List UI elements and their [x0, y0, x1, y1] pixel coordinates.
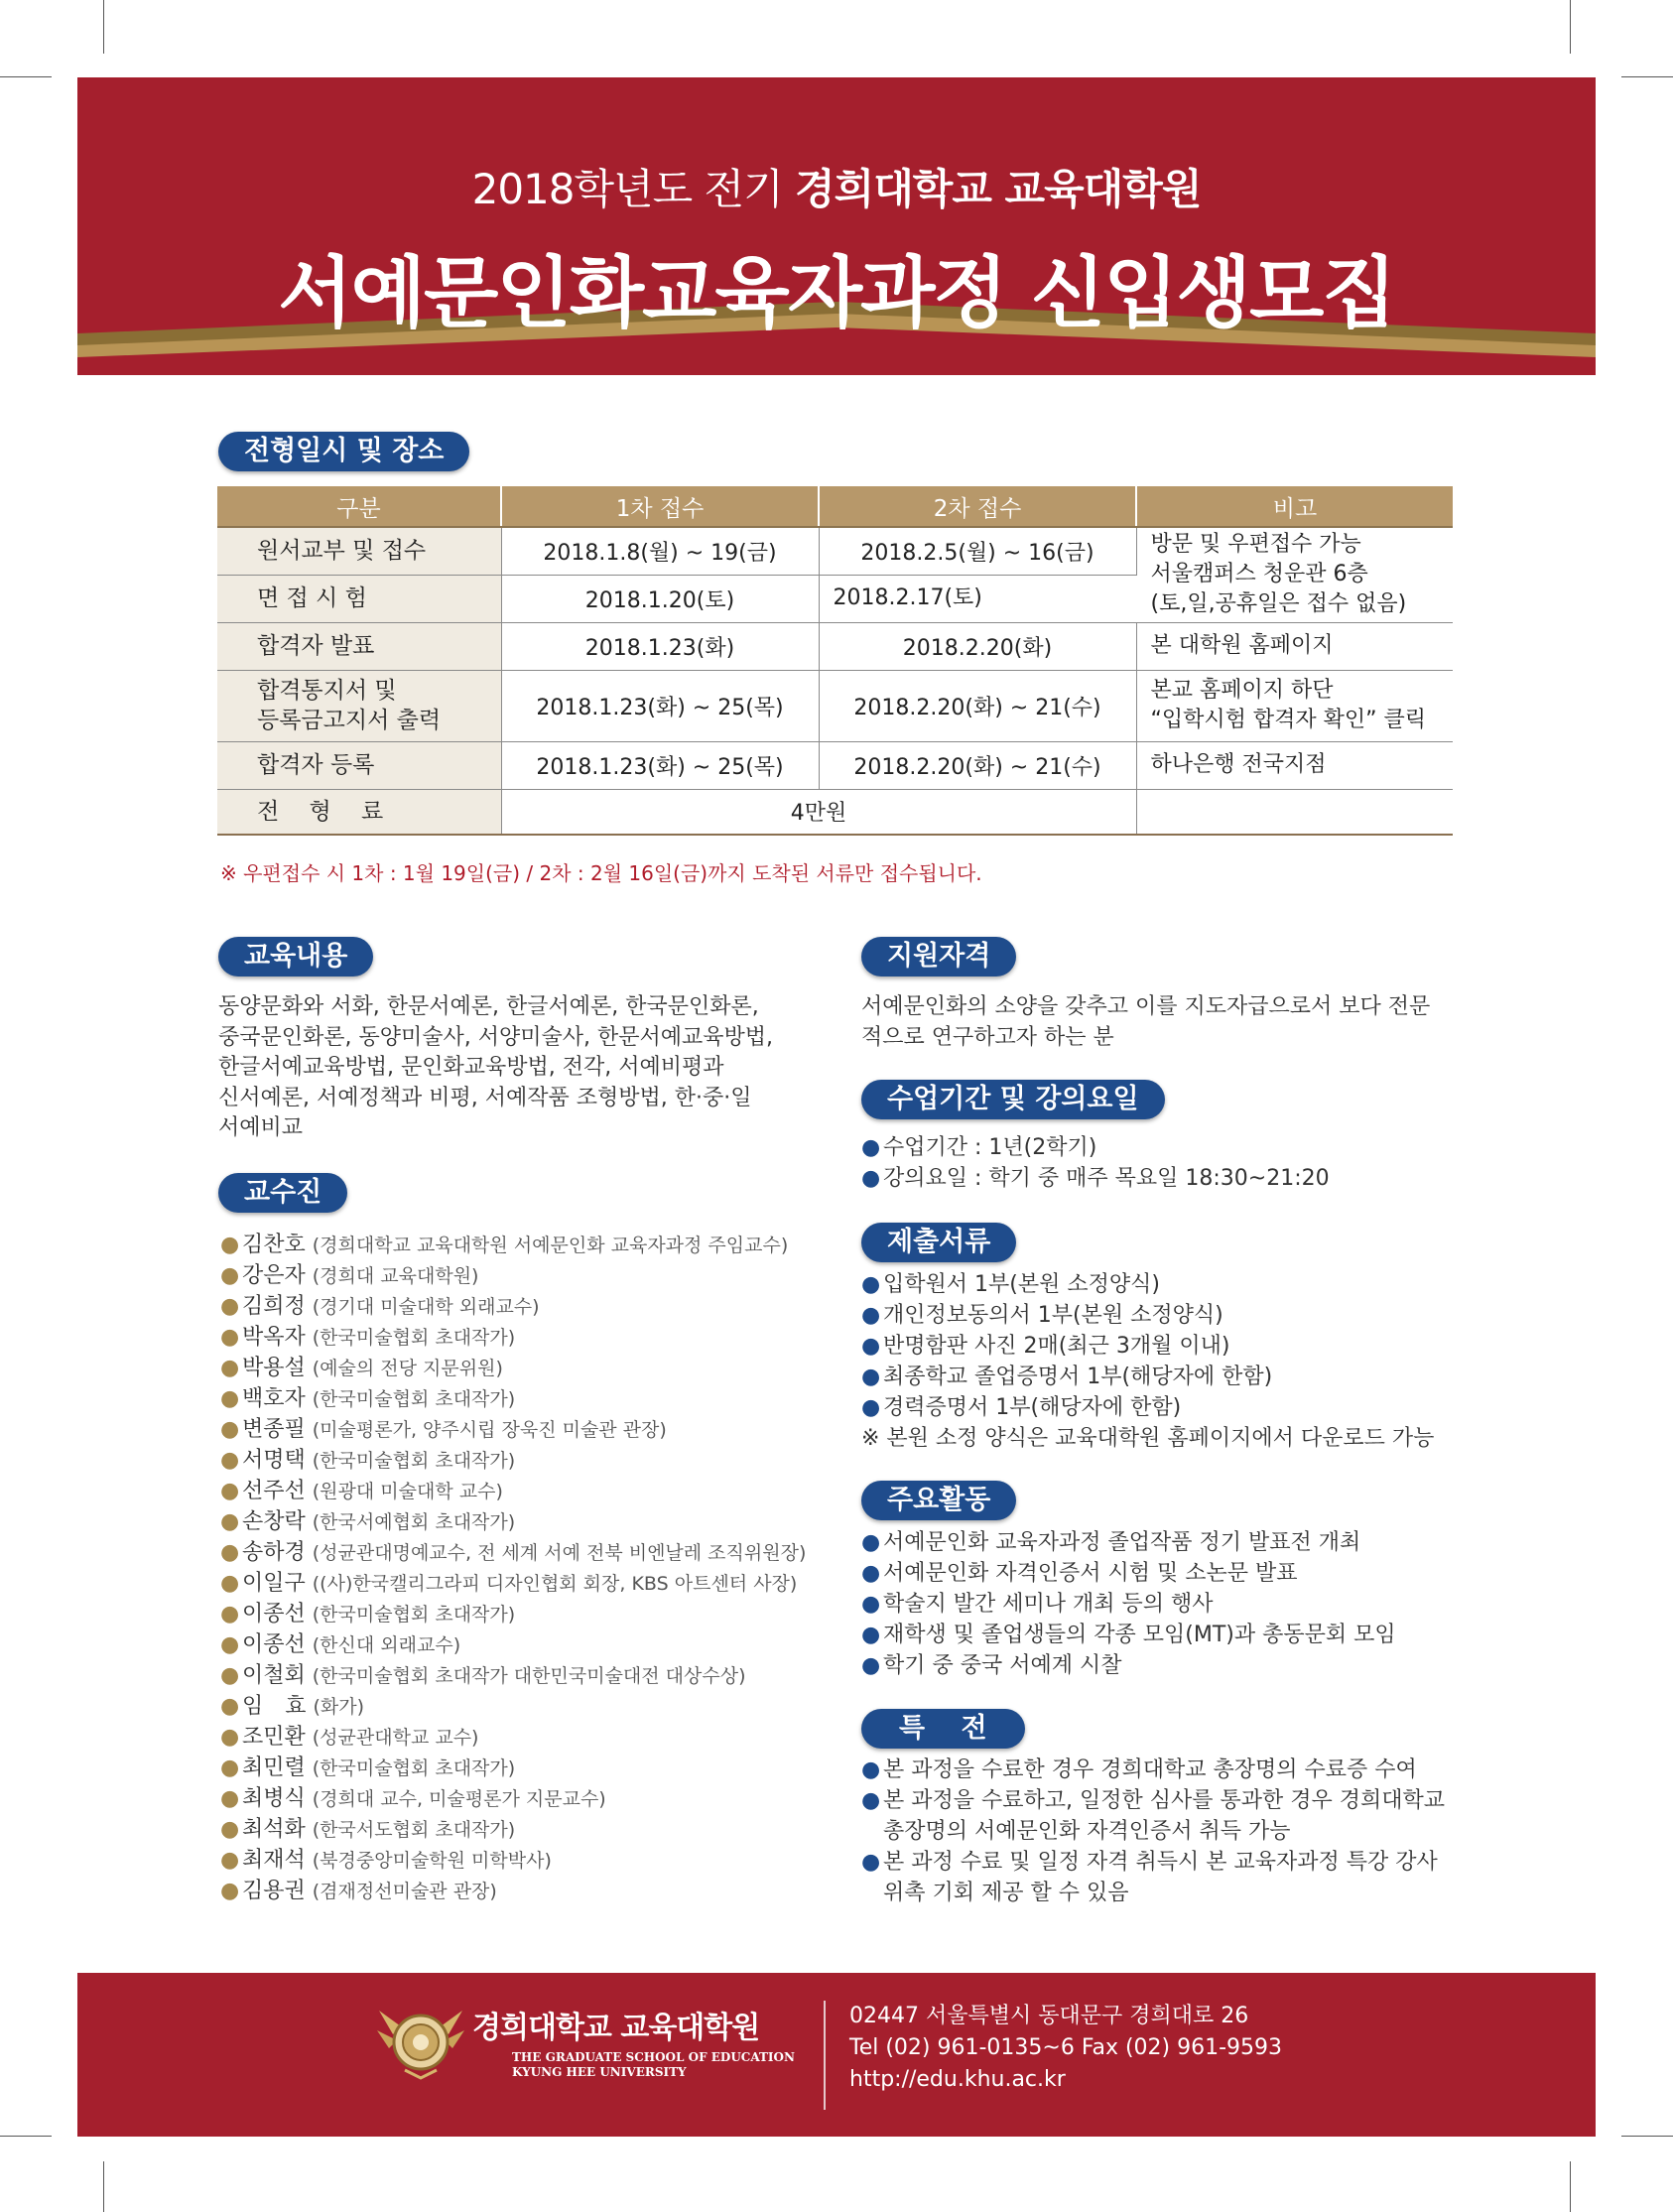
list-item-text: 위촉 기회 제공 할 수 있음	[883, 1881, 1129, 1905]
school-name-en	[512, 2050, 795, 2080]
faculty-desc: (경희대 교수, 미술평론가 지문교수)	[312, 1788, 606, 1810]
bullet-dot-icon: ●	[220, 1325, 240, 1350]
row-label: 합격자 등록	[217, 741, 501, 789]
bullet-dot-icon: ●	[220, 1509, 240, 1534]
faculty-name: 이종선	[242, 1602, 306, 1626]
list-item	[861, 1331, 1434, 1362]
faculty-desc: (한신대 외래교수)	[312, 1634, 461, 1656]
faculty-desc: (미술평론가, 양주시립 장욱진 미술관 관장)	[312, 1419, 667, 1441]
table-cell: 2018.2.20(화) ~ 21(수)	[819, 741, 1136, 789]
table-cell: 2018.2.5(월) ~ 16(금)	[819, 527, 1136, 575]
curriculum-text	[218, 992, 824, 1144]
activities-list	[861, 1527, 1396, 1681]
list-item	[220, 1629, 806, 1660]
faculty-desc: (경희대 교육대학원)	[312, 1265, 479, 1287]
table-cell: 2018.1.23(화) ~ 25(목)	[501, 741, 819, 789]
faculty-name: 최민렬	[242, 1756, 306, 1780]
divider	[824, 2001, 826, 2110]
list-item-text: 총장명의 서예문인화 자격인증서 취득 가능	[883, 1819, 1291, 1844]
section-title-faculty: 교수진	[218, 1173, 347, 1213]
table-header-cell: 1차 접수	[501, 486, 819, 527]
bullet-dot-icon: ●	[861, 1561, 881, 1586]
text-line: 적으로 연구하고자 하는 분	[861, 1024, 1114, 1050]
list-item-text: 서예문인화 자격인증서 시험 및 소논문 발표	[883, 1561, 1298, 1586]
faculty-name: 백호자	[242, 1386, 306, 1411]
faculty-desc: (한국서도협회 초대작가)	[312, 1819, 516, 1841]
postal-note: ※ 우편접수 시 1차 : 1월 19일(금) / 2차 : 2월 16일(금)까지 도착된 서류만 접수됩니다.	[220, 861, 982, 885]
contact-info	[849, 2001, 1282, 2096]
table-cell: 2018.2.20(화)	[819, 622, 1136, 670]
faculty-desc: (겸재정선미술관 관장)	[312, 1881, 497, 1902]
row-label: 합격자 발표	[217, 622, 501, 670]
school-name-en-line: THE GRADUATE SCHOOL OF EDUCATION	[512, 2050, 795, 2064]
section-title-period: 수업기간 및 강의요일	[861, 1080, 1165, 1119]
table-cell: 2018.1.23(화)	[501, 622, 819, 670]
table-row	[217, 670, 1453, 741]
table-header-cell: 구분	[217, 486, 501, 527]
list-item	[220, 1291, 806, 1322]
table-row	[217, 622, 1453, 670]
header-subtitle: 2018학년도 전기 경희대학교 교육대학원	[471, 165, 1202, 213]
address: 02447 서울특별시 동대문구 경희대로 26	[849, 2004, 1249, 2028]
bullet-dot-icon: ●	[220, 1540, 240, 1565]
school-name-kr: 경희대학교 교육대학원	[472, 2011, 760, 2045]
bullet-dot-icon: ●	[861, 1653, 881, 1678]
list-item	[220, 1353, 806, 1383]
list-item	[220, 1783, 806, 1814]
documents-list	[861, 1269, 1434, 1454]
bullet-dot-icon: ●	[861, 1334, 881, 1359]
table-header-row	[217, 486, 1453, 527]
fee-cell: 4만원	[501, 789, 1136, 835]
school-name-en-line: KYUNG HEE UNIVERSITY	[512, 2065, 687, 2079]
list-item	[220, 1476, 806, 1506]
list-item	[220, 1722, 806, 1753]
faculty-name: 이일구	[242, 1571, 306, 1596]
period-list	[861, 1132, 1330, 1194]
bullet-dot-icon: ●	[861, 1395, 881, 1420]
list-item	[220, 1814, 806, 1845]
faculty-desc: (원광대 미술대학 교수)	[312, 1481, 503, 1502]
table-header-cell: 비고	[1136, 486, 1453, 527]
row-label-line: 등록금고지서 출력	[257, 708, 442, 733]
note-line: 방문 및 우편접수 가능	[1150, 532, 1361, 558]
merged-note-cell	[1136, 527, 1453, 622]
crop-mark	[1621, 76, 1673, 77]
faculty-desc: (경희대학교 교육대학원 서예문인화 교육자과정 주임교수)	[312, 1235, 789, 1256]
list-item-text: 서예문인화 교육자과정 졸업작품 정기 발표전 개최	[883, 1530, 1361, 1555]
faculty-name: 최재석	[242, 1848, 306, 1873]
list-item-text: 반명함판 사진 2매(최근 3개월 이내)	[883, 1334, 1230, 1359]
crop-mark	[1570, 0, 1571, 54]
faculty-name: 서명택	[242, 1448, 306, 1473]
documents-note: ※ 본원 소정 양식은 교육대학원 홈페이지에서 다운로드 가능	[861, 1426, 1435, 1451]
list-item-text: 본 과정 수료 및 일정 자격 취득시 본 교육자과정 특강 강사	[883, 1850, 1438, 1875]
table-header-cell: 2차 접수	[819, 486, 1136, 527]
list-item	[220, 1414, 806, 1445]
faculty-name: 변종필	[242, 1417, 306, 1442]
section-title-benefits: 특 전	[861, 1709, 1025, 1749]
bullet-dot-icon: ●	[861, 1135, 881, 1160]
note-line: “입학시험 합격자 확인” 클릭	[1150, 708, 1427, 732]
bullet-dot-icon: ●	[861, 1788, 881, 1813]
text-line: 동양문화와 서화, 한문서예론, 한글서예론, 한국문인화론,	[218, 994, 759, 1019]
list-item-continuation	[861, 1816, 1445, 1847]
list-item	[220, 1845, 806, 1876]
faculty-desc: (북경중앙미술학원 미학박사)	[312, 1850, 552, 1872]
table-cell: 하나은행 전국지점	[1136, 741, 1453, 789]
faculty-desc: ((사)한국캘리그라피 디자인협회 회장, KBS 아트센터 사장)	[312, 1573, 798, 1595]
list-item	[861, 1847, 1445, 1878]
list-item	[220, 1876, 806, 1906]
list-item	[861, 1755, 1445, 1785]
bullet-dot-icon: ●	[220, 1602, 240, 1626]
faculty-desc: (한국미술협회 초대작가 대한민국미술대전 대상수상)	[312, 1665, 746, 1687]
table-row	[217, 789, 1453, 835]
bullet-dot-icon: ●	[861, 1592, 881, 1617]
crop-mark	[1570, 2161, 1571, 2212]
header-banner	[77, 77, 1596, 375]
list-item-text: 최종학교 졸업증명서 1부(해당자에 한함)	[883, 1365, 1273, 1389]
bullet-dot-icon: ●	[220, 1756, 240, 1780]
table-cell: 2018.1.23(화) ~ 25(목)	[501, 670, 819, 741]
faculty-name: 박옥자	[242, 1325, 306, 1350]
faculty-name: 조민환	[242, 1725, 306, 1750]
list-item	[861, 1620, 1396, 1650]
text-line: 신서예론, 서예정책과 비평, 서예작품 조형방법, 한·중·일	[218, 1085, 752, 1110]
faculty-desc: (한국미술협회 초대작가)	[312, 1450, 516, 1472]
bullet-dot-icon: ●	[861, 1623, 881, 1647]
row-label: 전 형 료	[217, 789, 501, 835]
row-label	[217, 670, 501, 741]
row-label: 원서교부 및 접수	[217, 527, 501, 575]
table-cell: 2018.2.20(화) ~ 21(수)	[819, 670, 1136, 741]
text-line: 한글서예교육방법, 문인화교육방법, 전각, 서예비평과	[218, 1055, 724, 1080]
bullet-dot-icon: ●	[861, 1530, 881, 1555]
bullet-dot-icon: ●	[861, 1166, 881, 1191]
faculty-name: 최석화	[242, 1817, 306, 1842]
list-item	[861, 1132, 1330, 1163]
crop-mark	[1621, 2136, 1673, 2137]
faculty-name: 손창락	[242, 1509, 306, 1534]
list-item	[861, 1269, 1434, 1300]
section-title-curriculum: 교육내용	[218, 937, 373, 976]
list-item-text: 재학생 및 졸업생들의 각종 모임(MT)과 총동문회 모임	[883, 1623, 1396, 1647]
section-title-documents: 제출서류	[861, 1223, 1016, 1262]
section-title-activities: 주요활동	[861, 1481, 1016, 1520]
qualification-text	[861, 992, 1467, 1053]
list-item-text: 개인정보동의서 1부(본원 소정양식)	[883, 1303, 1223, 1328]
list-item	[220, 1568, 806, 1599]
bullet-dot-icon: ●	[220, 1417, 240, 1442]
phone-fax: Tel (02) 961-0135~6 Fax (02) 961-9593	[849, 2035, 1283, 2060]
note-line: 본교 홈페이지 하단	[1150, 678, 1334, 703]
university-emblem-icon	[375, 2001, 466, 2080]
faculty-desc: (한국미술협회 초대작가)	[312, 1604, 516, 1626]
faculty-desc: (경기대 미술대학 외래교수)	[312, 1296, 540, 1318]
faculty-name: 박용설	[242, 1356, 306, 1380]
list-item-text: 입학원서 1부(본원 소정양식)	[883, 1272, 1160, 1297]
crop-mark	[0, 2136, 52, 2137]
table-cell: 본 대학원 홈페이지	[1136, 622, 1453, 670]
faculty-name: 강은자	[242, 1263, 306, 1288]
faculty-desc: (성균관대명예교수, 전 세계 서예 전북 비엔날레 조직위원장)	[312, 1542, 807, 1564]
list-item	[220, 1260, 806, 1291]
list-item-text: 학기 중 중국 서예계 시찰	[883, 1653, 1122, 1678]
note-line: 서울캠퍼스 청운관 6층	[1150, 562, 1368, 587]
faculty-desc: (화가)	[313, 1696, 365, 1718]
list-item	[220, 1691, 806, 1722]
list-item	[861, 1785, 1445, 1816]
faculty-desc: (한국미술협회 초대작가)	[312, 1388, 516, 1410]
benefits-list	[861, 1755, 1445, 1908]
list-item-text: 본 과정을 수료하고, 일정한 심사를 통과한 경우 경희대학교	[883, 1788, 1445, 1813]
list-item	[220, 1230, 806, 1260]
table-cell: 2018.2.17(토)	[819, 575, 1136, 622]
bullet-dot-icon: ●	[220, 1725, 240, 1750]
faculty-name: 이철회	[242, 1663, 306, 1688]
list-item	[861, 1392, 1434, 1423]
section-title-qualification: 지원자격	[861, 937, 1016, 976]
bullet-dot-icon: ●	[220, 1356, 240, 1380]
table-row	[217, 741, 1453, 789]
list-item-text: 학술지 발간 세미나 개최 등의 행사	[883, 1592, 1214, 1617]
list-item	[861, 1589, 1396, 1620]
list-item	[220, 1506, 806, 1537]
bullet-dot-icon: ●	[220, 1479, 240, 1503]
list-item-text: 수업기간 : 1년(2학기)	[883, 1135, 1097, 1160]
faculty-name: 선주선	[242, 1479, 306, 1503]
bullet-dot-icon: ●	[861, 1757, 881, 1782]
bullet-dot-icon: ●	[861, 1365, 881, 1389]
faculty-name: 송하경	[242, 1540, 306, 1565]
list-item-text: 강의요일 : 학기 중 매주 목요일 18:30~21:20	[883, 1166, 1330, 1191]
list-item	[861, 1300, 1434, 1331]
list-item	[861, 1362, 1434, 1392]
faculty-name: 김희정	[242, 1294, 306, 1319]
list-item	[861, 1163, 1330, 1194]
bullet-dot-icon: ●	[220, 1448, 240, 1473]
faculty-list	[220, 1230, 806, 1906]
note-line: (토,일,공휴일은 접수 없음)	[1150, 591, 1407, 617]
faculty-desc: (한국미술협회 초대작가)	[312, 1327, 516, 1349]
footer-banner	[77, 1973, 1596, 2137]
bullet-dot-icon: ●	[220, 1263, 240, 1288]
faculty-name: 이종선	[242, 1632, 306, 1657]
bullet-dot-icon: ●	[220, 1294, 240, 1319]
faculty-name: 최병식	[242, 1786, 306, 1811]
row-label: 면 접 시 험	[217, 575, 501, 622]
bullet-dot-icon: ●	[861, 1303, 881, 1328]
list-item	[861, 1558, 1396, 1589]
list-item	[220, 1753, 806, 1783]
bullet-dot-icon: ●	[220, 1786, 240, 1811]
faculty-desc: (한국서예협회 초대작가)	[312, 1511, 516, 1533]
faculty-name: 김찬호	[242, 1233, 306, 1257]
table-cell: 2018.1.8(월) ~ 19(금)	[501, 527, 819, 575]
list-item	[861, 1650, 1396, 1681]
list-item	[220, 1445, 806, 1476]
table-row	[217, 527, 1453, 575]
table-cell	[1136, 670, 1453, 741]
list-item-text: 경력증명서 1부(해당자에 한함)	[883, 1395, 1182, 1420]
list-item	[220, 1537, 806, 1568]
bullet-dot-icon: ●	[220, 1848, 240, 1873]
website-link[interactable]: http://edu.khu.ac.kr	[849, 2067, 1066, 2092]
faculty-desc: (성균관대학교 교수)	[312, 1727, 479, 1749]
section-title-schedule: 전형일시 및 장소	[218, 432, 469, 471]
faculty-name: 김용권	[242, 1879, 306, 1903]
bullet-dot-icon: ●	[220, 1233, 240, 1257]
bullet-dot-icon: ●	[220, 1632, 240, 1657]
faculty-name: 임 효	[242, 1694, 307, 1719]
row-label-line: 합격통지서 및	[257, 678, 397, 704]
crop-mark	[0, 76, 52, 77]
list-item	[220, 1383, 806, 1414]
crop-mark	[103, 2161, 104, 2212]
table-cell	[1136, 789, 1453, 835]
bullet-dot-icon: ●	[220, 1386, 240, 1411]
text-line: 중국문인화론, 동양미술사, 서양미술사, 한문서예교육방법,	[218, 1024, 774, 1050]
list-item	[220, 1322, 806, 1353]
text-line: 서예문인화의 소양을 갖추고 이를 지도자급으로서 보다 전문	[861, 994, 1431, 1019]
text-line: 서예비교	[218, 1115, 304, 1140]
list-item	[220, 1599, 806, 1629]
faculty-desc: (예술의 전당 지문위원)	[312, 1358, 503, 1379]
schedule-table	[217, 486, 1453, 836]
bullet-dot-icon: ●	[220, 1663, 240, 1688]
page-title: 서예문인화교육자과정 신입생모집	[278, 249, 1395, 338]
bullet-dot-icon: ●	[861, 1850, 881, 1875]
bullet-dot-icon: ●	[220, 1571, 240, 1596]
bullet-dot-icon: ●	[220, 1817, 240, 1842]
bullet-dot-icon: ●	[220, 1694, 240, 1719]
crop-mark	[103, 0, 104, 54]
list-item	[220, 1660, 806, 1691]
list-item	[861, 1527, 1396, 1558]
faculty-desc: (한국미술협회 초대작가)	[312, 1757, 516, 1779]
table-cell: 2018.1.20(토)	[501, 575, 819, 622]
bullet-dot-icon: ●	[220, 1879, 240, 1903]
list-item-continuation	[861, 1878, 1445, 1908]
bullet-dot-icon: ●	[861, 1272, 881, 1297]
list-item-text: 본 과정을 수료한 경우 경희대학교 총장명의 수료증 수여	[883, 1757, 1417, 1782]
